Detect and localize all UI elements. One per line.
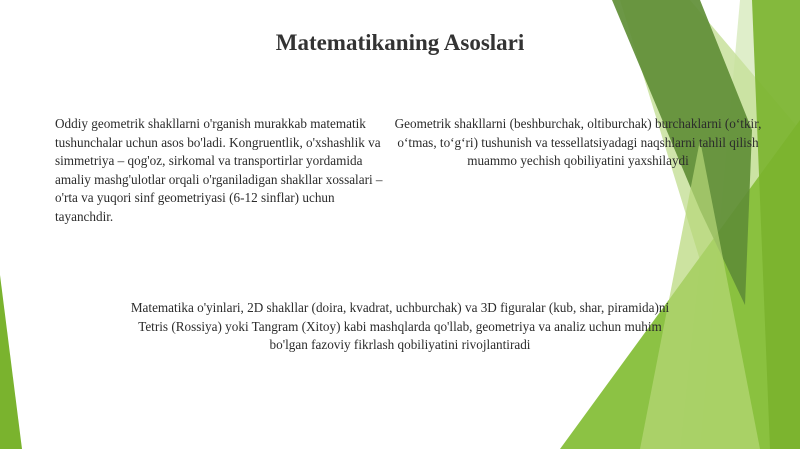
right-text-block: Geometrik shakllarni (beshburchak, oltiburchak) burchaklarni (oʻtkir, oʻtmas, toʻgʻri) tushunish va tessellatsiyadagi naqshlarni tahlil qilish muammo yechish qobiliyatini yaxshilaydi bbox=[394, 116, 762, 169]
left-text-block: Oddiy geometrik shakllarni o'rganish murakkab matematik tushunchalar uchun asos bo'ladi. Kongruentlik, o'xshashlik va simmetriya – qog'oz, sirkomal va transportirlar yordamida amaliy mashg'ulotlar orqali o'rganiladigan shakllar xossalari – o'rta va yuqori sinf geometriyasi (6-12 sinflar) uchun tayanchdir. bbox=[55, 116, 383, 224]
bottom-text-block: Matematika o'yinlari, 2D shakllar (doira, kvadrat, uchburchak) va 3D figuralar (kub, shar, piramida)ni Tetris (Rossiya) yoki Tangram (Xitoy) kabi mashqlarda qo'llab, geometriya va analiz uchun muhim bo'lgan fazoviy fikrlash qobiliyatini rivojlantiradi bbox=[130, 300, 670, 353]
left-green-sliver bbox=[0, 275, 22, 449]
slide-title: Matematikaning Asoslari bbox=[275, 30, 525, 55]
